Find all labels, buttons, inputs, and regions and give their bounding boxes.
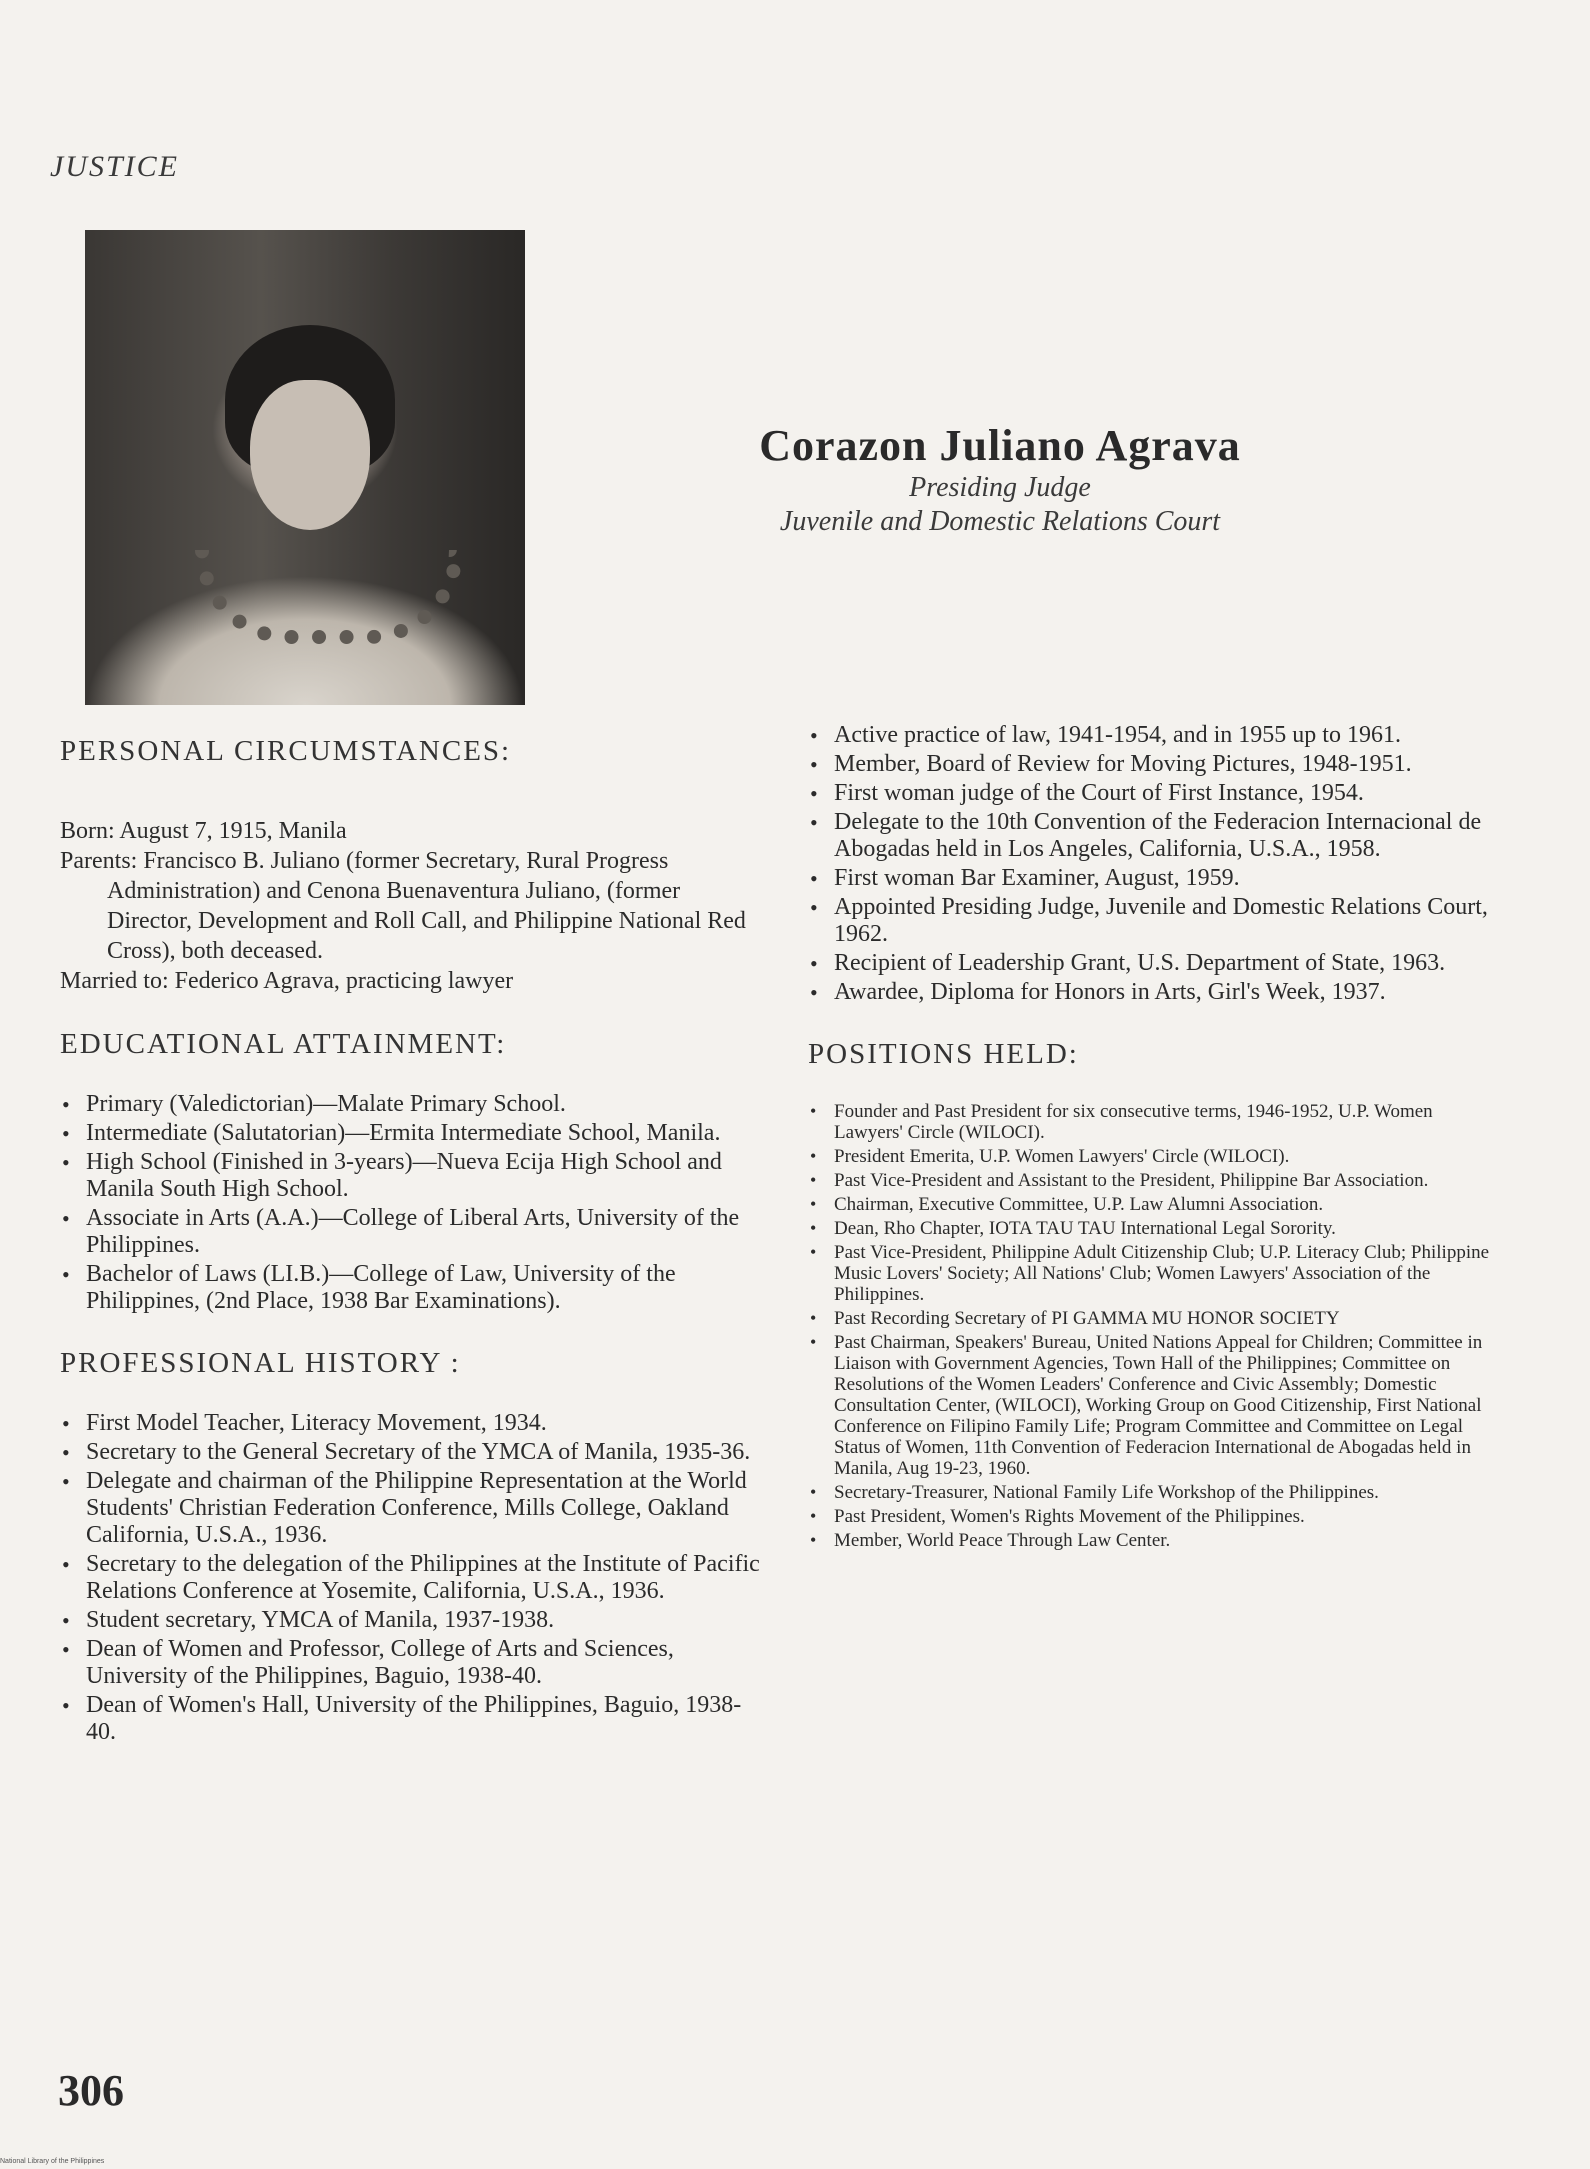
list-item: • Bachelor of Laws (LI.B.)—College of Law, University of the Philippines, (2nd Place, 1938 Bar Examinations).	[60, 1261, 760, 1315]
left-column	[60, 735, 760, 1748]
page-number: 306	[58, 2066, 124, 2115]
positions-heading: POSITIONS HELD:	[808, 1038, 1079, 1070]
list-item: • Dean of Women's Hall, University of the Philippines, Baguio, 1938-40.	[60, 1692, 760, 1746]
education-list	[60, 1091, 760, 1315]
list-item: • Past Vice-President, Philippine Adult Citizenship Club; U.P. Literacy Club; Philippine Music Lovers' Society; All Nations' Club; Women Lawyers' Association of the Philippines.	[808, 1242, 1498, 1305]
list-item: • Recipient of Leadership Grant, U.S. Department of State, 1963.	[808, 950, 1498, 977]
list-item: • Student secretary, YMCA of Manila, 1937-1938.	[60, 1607, 760, 1634]
list-item: • Past Recording Secretary of PI GAMMA MU HONOR SOCIETY	[808, 1308, 1498, 1329]
personal-details	[60, 816, 760, 996]
list-item: • Secretary-Treasurer, National Family Life Workshop of the Philippines.	[808, 1482, 1498, 1503]
list-item: • Dean, Rho Chapter, IOTA TAU TAU International Legal Sorority.	[808, 1218, 1498, 1239]
list-item: • Active practice of law, 1941-1954, and in 1955 up to 1961.	[808, 722, 1498, 749]
portrait-photo	[85, 230, 525, 705]
list-item: • Secretary to the delegation of the Philippines at the Institute of Pacific Relations Conference at Yosemite, California, U.S.A., 1936.	[60, 1551, 760, 1605]
list-item: • Appointed Presiding Judge, Juvenile and Domestic Relations Court, 1962.	[808, 894, 1498, 948]
list-item: • Intermediate (Salutatorian)—Ermita Intermediate School, Manila.	[60, 1120, 760, 1147]
list-item: • Member, Board of Review for Moving Pictures, 1948-1951.	[808, 751, 1498, 778]
person-name: Corazon Juliano Agrava	[759, 421, 1241, 470]
person-header	[700, 420, 1300, 539]
positions-list	[808, 1101, 1498, 1551]
professional-list	[60, 1410, 760, 1746]
list-item: • Past Chairman, Speakers' Bureau, United Nations Appeal for Children; Committee in Liaison with Government Agencies, Town Hall of the Philippines; Committee on Resolutions of the Women Leaders' Conference and Civic Assembly; Domestic Consultation Center, (WILOCI), Working Group on Good Citizenship, First National Conference on Filipino Family Life; Program Committee and Committee on Legal Status of Women, 11th Convention of Federacion International de Abogadas held in Manila, Aug 19-23, 1960.	[808, 1332, 1498, 1479]
list-item: • Primary (Valedictorian)—Malate Primary School.	[60, 1091, 760, 1118]
education-heading: EDUCATIONAL ATTAINMENT:	[60, 1028, 507, 1060]
married-line: Married to: Federico Agrava, practicing lawyer	[60, 968, 514, 994]
list-item: • Associate in Arts (A.A.)—College of Liberal Arts, University of the Philippines.	[60, 1205, 760, 1259]
born-line: Born: August 7, 1915, Manila	[60, 818, 347, 844]
footer-attribution: National Library of the Philippines	[0, 2158, 105, 2165]
list-item: • Past President, Women's Rights Movement of the Philippines.	[808, 1506, 1498, 1527]
person-title-line2: Juvenile and Domestic Relations Court	[779, 506, 1221, 537]
list-item: • First Model Teacher, Literacy Movement, 1934.	[60, 1410, 760, 1437]
right-column	[808, 722, 1498, 1554]
list-item: • Delegate to the 10th Convention of the Federacion Internacional de Abogadas held in Los Angeles, California, U.S.A., 1958.	[808, 809, 1498, 863]
section-label: JUSTICE	[50, 150, 179, 183]
list-item: • Past Vice-President and Assistant to the President, Philippine Bar Association.	[808, 1170, 1498, 1191]
list-item: • Member, World Peace Through Law Center.	[808, 1530, 1498, 1551]
parents-line: Parents: Francisco B. Juliano (former Secretary, Rural Progress Administration) and Cenona Buenaventura Juliano, (former Director, Development and Roll Call, and Philippine National Red Cross), both deceased.	[60, 848, 746, 964]
list-item: • Dean of Women and Professor, College of Arts and Sciences, University of the Philippines, Baguio, 1938-40.	[60, 1636, 760, 1690]
list-item: • President Emerita, U.P. Women Lawyers' Circle (WILOCI).	[808, 1146, 1498, 1167]
list-item: • Delegate and chairman of the Philippine Representation at the World Students' Christian Federation Conference, Mills College, Oakland California, U.S.A., 1936.	[60, 1468, 760, 1549]
list-item: • Founder and Past President for six consecutive terms, 1946-1952, U.P. Women Lawyers' Circle (WILOCI).	[808, 1101, 1498, 1143]
portrait-necklace	[195, 550, 463, 644]
list-item: • First woman Bar Examiner, August, 1959.	[808, 865, 1498, 892]
list-item: • Chairman, Executive Committee, U.P. Law Alumni Association.	[808, 1194, 1498, 1215]
list-item: • Awardee, Diploma for Honors in Arts, Girl's Week, 1937.	[808, 979, 1498, 1006]
portrait-face	[250, 380, 370, 530]
list-item: • First woman judge of the Court of First Instance, 1954.	[808, 780, 1498, 807]
person-title-line1: Presiding Judge	[909, 472, 1091, 503]
professional-list-continued	[808, 722, 1498, 1006]
list-item: • High School (Finished in 3-years)—Nueva Ecija High School and Manila South High School.	[60, 1149, 760, 1203]
professional-heading: PROFESSIONAL HISTORY :	[60, 1347, 461, 1379]
personal-heading: PERSONAL CIRCUMSTANCES:	[60, 735, 512, 767]
list-item: • Secretary to the General Secretary of the YMCA of Manila, 1935-36.	[60, 1439, 760, 1466]
